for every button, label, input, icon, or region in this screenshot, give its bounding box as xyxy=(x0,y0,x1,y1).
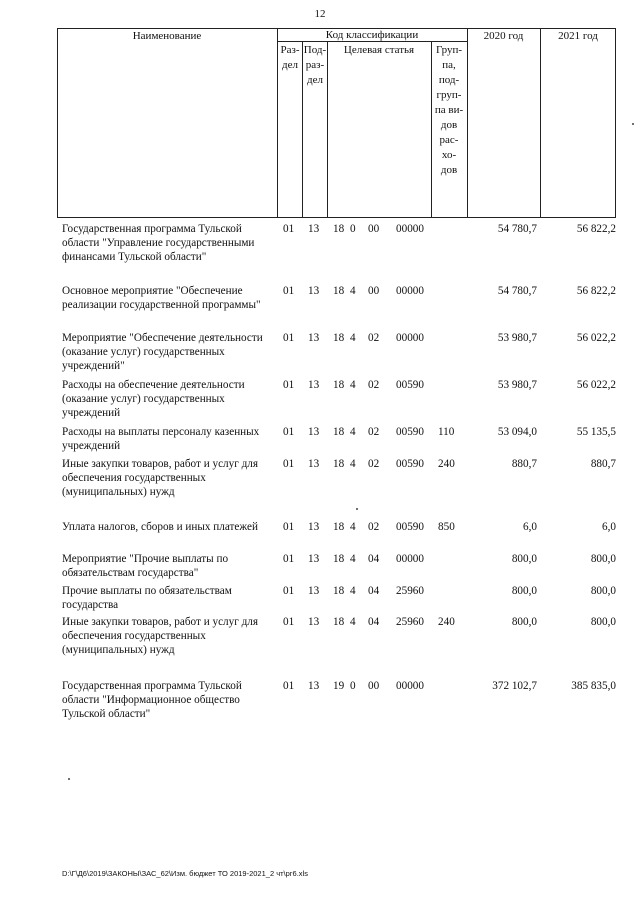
row-2020: 54 780,7 xyxy=(497,223,537,235)
row-2021: 56 822,2 xyxy=(576,223,616,235)
row-razdel: 01 xyxy=(283,379,295,391)
row-stat-2: 4 xyxy=(350,379,356,391)
row-stat-3: 00 xyxy=(368,680,380,692)
row-stat-4: 00590 xyxy=(396,521,424,533)
row-podrazdel: 13 xyxy=(308,332,320,344)
row-stat-3: 02 xyxy=(368,379,380,391)
row-stat-2: 4 xyxy=(350,332,356,344)
row-stat-3: 00 xyxy=(368,223,380,235)
row-2020: 53 980,7 xyxy=(497,379,537,391)
row-stat-4: 00000 xyxy=(396,285,424,297)
row-2020: 53 094,0 xyxy=(497,426,537,438)
row-stat-1: 18 xyxy=(333,426,345,438)
row-2020: 372 102,7 xyxy=(492,680,537,692)
row-stat-3: 02 xyxy=(368,426,380,438)
page-number: 12 xyxy=(314,8,326,20)
row-stat-3: 04 xyxy=(368,585,380,597)
row-podrazdel: 13 xyxy=(308,285,320,297)
header-code-group: Код классификации xyxy=(325,29,419,41)
row-2021: 385 835,0 xyxy=(571,680,616,692)
row-2020: 800,0 xyxy=(511,553,537,565)
row-podrazdel: 13 xyxy=(308,223,320,235)
row-stat-3: 02 xyxy=(368,521,380,533)
row-podrazdel: 13 xyxy=(308,426,320,438)
row-stat-1: 18 xyxy=(333,285,345,297)
row-razdel: 01 xyxy=(283,426,295,438)
row-stat-1: 18 xyxy=(333,616,345,628)
row-stat-1: 18 xyxy=(333,458,345,470)
row-razdel: 01 xyxy=(283,332,295,344)
header-year-2020: 2020 год xyxy=(483,30,524,42)
row-stat-4: 25960 xyxy=(396,616,424,628)
row-2021: 56 022,2 xyxy=(576,332,616,344)
row-stat-1: 18 xyxy=(333,379,345,391)
row-name: Иные закупки товаров, работ и услуг для обеспечения государственных (муниципальных) нужд xyxy=(62,616,259,656)
row-stat-4: 00000 xyxy=(396,553,424,565)
row-name: Мероприятие "Обеспечение деятельности (оказание услуг) государственных учреждений" xyxy=(62,332,263,372)
row-2020: 6,0 xyxy=(523,521,537,533)
row-stat-4: 00590 xyxy=(396,458,424,470)
row-name: Государственная программа Тульской области "Информационное общество Тульской области" xyxy=(62,680,242,720)
scan-speck xyxy=(632,123,634,125)
row-stat-2: 4 xyxy=(350,458,356,470)
row-stat-4: 00000 xyxy=(396,223,424,235)
row-2020: 54 780,7 xyxy=(497,285,537,297)
header-year-2021: 2021 год xyxy=(558,30,598,42)
row-podrazdel: 13 xyxy=(308,585,320,597)
row-razdel: 01 xyxy=(283,223,295,235)
row-gruppa: 240 xyxy=(438,458,455,470)
scan-speck xyxy=(356,508,358,510)
row-podrazdel: 13 xyxy=(308,616,320,628)
row-2021: 55 135,5 xyxy=(576,426,616,438)
row-razdel: 01 xyxy=(283,458,295,470)
row-stat-3: 04 xyxy=(368,553,380,565)
row-stat-2: 4 xyxy=(350,553,356,565)
row-podrazdel: 13 xyxy=(308,458,320,470)
row-stat-1: 18 xyxy=(333,521,345,533)
row-name: Мероприятие "Прочие выплаты по обязательствам государства" xyxy=(62,553,229,579)
row-stat-2: 4 xyxy=(350,426,356,438)
row-2021: 880,7 xyxy=(590,458,616,470)
row-stat-2: 4 xyxy=(350,521,356,533)
row-2021: 6,0 xyxy=(602,521,616,533)
row-stat-3: 04 xyxy=(368,616,380,628)
row-stat-1: 18 xyxy=(333,332,345,344)
row-stat-4: 00000 xyxy=(396,680,424,692)
row-stat-4: 25960 xyxy=(396,585,424,597)
row-podrazdel: 13 xyxy=(308,521,320,533)
row-stat-3: 02 xyxy=(368,458,380,470)
row-stat-3: 02 xyxy=(368,332,380,344)
header-celevaya: Целевая статья xyxy=(343,44,415,56)
row-podrazdel: 13 xyxy=(308,379,320,391)
row-stat-1: 18 xyxy=(333,585,345,597)
row-2020: 800,0 xyxy=(511,616,537,628)
row-name: Расходы на выплаты персоналу казенных учреждений xyxy=(62,426,260,452)
row-2021: 800,0 xyxy=(590,616,616,628)
row-razdel: 01 xyxy=(283,680,295,692)
row-gruppa: 110 xyxy=(438,426,455,438)
row-stat-4: 00000 xyxy=(396,332,424,344)
row-2021: 56 822,2 xyxy=(576,285,616,297)
row-gruppa: 850 xyxy=(438,521,455,533)
row-2020: 53 980,7 xyxy=(497,332,537,344)
row-name: Уплата налогов, сборов и иных платежей xyxy=(62,521,258,533)
row-2020: 800,0 xyxy=(511,585,537,597)
row-2020: 880,7 xyxy=(511,458,537,470)
scan-speck xyxy=(68,778,70,780)
row-stat-2: 4 xyxy=(350,285,356,297)
row-name: Расходы на обеспечение деятельности (оказание услуг) государственных учреждений xyxy=(62,379,245,419)
row-podrazdel: 13 xyxy=(308,553,320,565)
row-stat-2: 4 xyxy=(350,585,356,597)
row-razdel: 01 xyxy=(283,521,295,533)
row-name: Государственная программа Тульской области "Управление государственными финансами Тульской области" xyxy=(62,223,255,263)
row-stat-1: 18 xyxy=(333,223,345,235)
row-name: Прочие выплаты по обязательствам государства xyxy=(62,585,232,611)
row-podrazdel: 13 xyxy=(308,680,320,692)
row-stat-4: 00590 xyxy=(396,379,424,391)
row-stat-1: 18 xyxy=(333,553,345,565)
row-2021: 800,0 xyxy=(590,585,616,597)
row-stat-2: 0 xyxy=(350,680,356,692)
header-name: Наименование xyxy=(132,30,202,42)
row-name: Иные закупки товаров, работ и услуг для обеспечения государственных (муниципальных) нужд xyxy=(62,458,259,498)
row-stat-4: 00590 xyxy=(396,426,424,438)
row-stat-2: 4 xyxy=(350,616,356,628)
row-2021: 56 022,2 xyxy=(576,379,616,391)
row-gruppa: 240 xyxy=(438,616,455,628)
row-stat-2: 0 xyxy=(350,223,356,235)
row-name: Основное мероприятие "Обеспечение реализации государственной программы" xyxy=(62,285,261,311)
file-path-footer: D:\Г\Д6\2019\ЗАКОНЫ\ЗАС_62\Изм. бюджет ТО 2019-2021_2 чт\рг6.xls xyxy=(62,869,308,878)
row-2021: 800,0 xyxy=(590,553,616,565)
row-razdel: 01 xyxy=(283,285,295,297)
row-razdel: 01 xyxy=(283,553,295,565)
row-razdel: 01 xyxy=(283,585,295,597)
row-stat-1: 19 xyxy=(333,680,345,692)
row-stat-3: 00 xyxy=(368,285,380,297)
row-razdel: 01 xyxy=(283,616,295,628)
